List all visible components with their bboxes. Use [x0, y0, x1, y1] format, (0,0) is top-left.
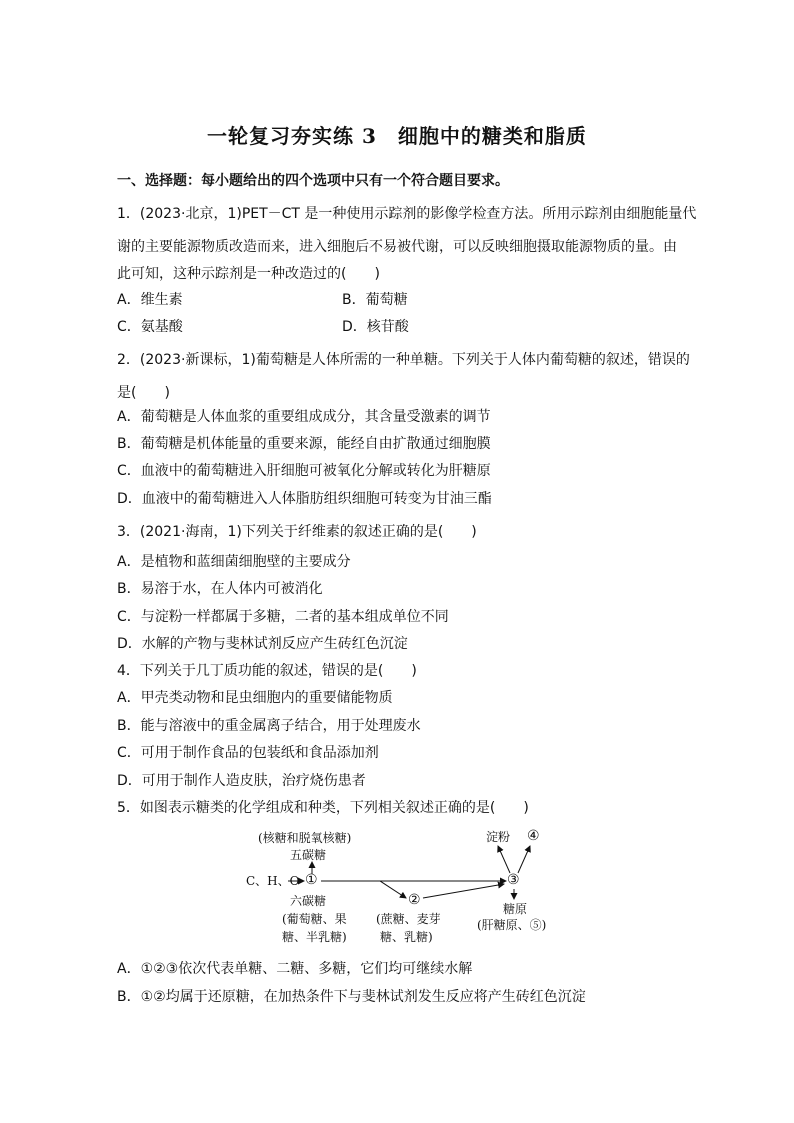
q3-option-c: C．与淀粉一样都属于多糖，二者的基本组成单位不同	[117, 609, 449, 625]
q2-option-d: D．血液中的葡萄糖进入人体脂肪组织细胞可转变为甘油三酯	[117, 491, 492, 507]
q3-option-b: B．易溶于水，在人体内可被消化	[117, 581, 323, 597]
hexose-label: 六碳糖	[290, 894, 327, 908]
q2-option-b: B．葡萄糖是机体能量的重要来源，能经自由扩散通过细胞膜	[117, 436, 491, 452]
node-3: ③	[507, 872, 520, 888]
q5-stem: 5．如图表示糖类的化学组成和种类，下列相关叙述正确的是( )	[117, 800, 529, 816]
q3-stem: 3．(2021·海南，1)下列关于纤维素的叙述正确的是( )	[117, 524, 477, 540]
node-2: ②	[408, 892, 421, 908]
starch-label: 淀粉	[486, 830, 511, 844]
disaccharide-examples-line1: (蔗糖、麦芽	[376, 912, 441, 926]
glycogen-label: 糖原	[503, 902, 528, 916]
arrow-3-to-starch	[498, 846, 510, 873]
q1-option-a: A．维生素	[117, 292, 183, 308]
q2-stem-line1: 2．(2023·新课标，1)葡萄糖是人体所需的一种单糖。下列关于人体内葡萄糖的叙述，错误的	[117, 352, 690, 368]
q2-stem-line2: 是( )	[117, 385, 170, 401]
q3-option-a: A．是植物和蓝细菌细胞壁的主要成分	[117, 554, 351, 570]
q4-option-c: C．可用于制作食品的包装纸和食品添加剂	[117, 745, 379, 761]
q3-option-d: D．水解的产物与斐林试剂反应产生砖红色沉淀	[117, 636, 408, 652]
q5-option-a: A．①②③依次代表单糖、二糖、多糖，它们均可继续水解	[117, 961, 473, 977]
q5-option-b: B．①②均属于还原糖，在加热条件下与斐林试剂发生反应将产生砖红色沉淀	[117, 989, 586, 1005]
q1-option-b: B．葡萄糖	[342, 292, 408, 308]
node-4: ④	[527, 828, 540, 844]
page-title: 一轮复习夯实练 3 细胞中的糖类和脂质	[207, 124, 587, 148]
q1-stem-line1: 1．(2023·北京，1)PET－CT 是一种使用示踪剂的影像学检查方法。所用示踪剂由细胞能量代	[117, 206, 697, 222]
arrow-2-to-3	[423, 884, 504, 898]
section-header: 一、选择题：每小题给出的四个选项中只有一个符合题目要求。	[117, 173, 509, 189]
q1-stem-line2: 谢的主要能源物质改造而来，进入细胞后不易被代谢，可以反映细胞摄取能源物质的量。由	[117, 239, 677, 255]
q1-option-d: D．核苷酸	[342, 319, 409, 335]
node-1: ①	[305, 872, 318, 888]
arrow-branch-to-2	[380, 881, 406, 898]
q2-option-a: A．葡萄糖是人体血浆的重要组成成分，其含量受激素的调节	[117, 409, 491, 425]
hexose-examples-line2: 糖、半乳糖)	[282, 930, 347, 944]
arrow-3-to-4	[518, 846, 530, 873]
q4-option-b: B．能与溶液中的重金属离子结合，用于处理废水	[117, 718, 421, 734]
q4-option-a: A．甲壳类动物和昆虫细胞内的重要储能物质	[117, 690, 393, 706]
pentose-examples: (核糖和脱氧核糖)	[258, 831, 352, 845]
q4-option-d: D．可用于制作人造皮肤，治疗烧伤患者	[117, 773, 366, 789]
disaccharide-examples-line2: 糖、乳糖)	[380, 930, 433, 944]
sugar-classification-diagram	[230, 826, 570, 956]
q2-option-c: C．血液中的葡萄糖进入肝细胞可被氧化分解或转化为肝糖原	[117, 463, 491, 479]
hexose-examples-line1: (葡萄糖、果	[282, 912, 347, 926]
glycogen-examples: (肝糖原、⑤)	[477, 918, 547, 932]
pentose-label: 五碳糖	[290, 848, 327, 862]
q1-stem-line3: 此可知，这种示踪剂是一种改造过的( )	[117, 266, 380, 282]
q4-stem: 4．下列关于几丁质功能的叙述，错误的是( )	[117, 663, 417, 679]
q1-option-c: C．氨基酸	[117, 319, 183, 335]
element-label: C、H、O	[246, 874, 300, 888]
